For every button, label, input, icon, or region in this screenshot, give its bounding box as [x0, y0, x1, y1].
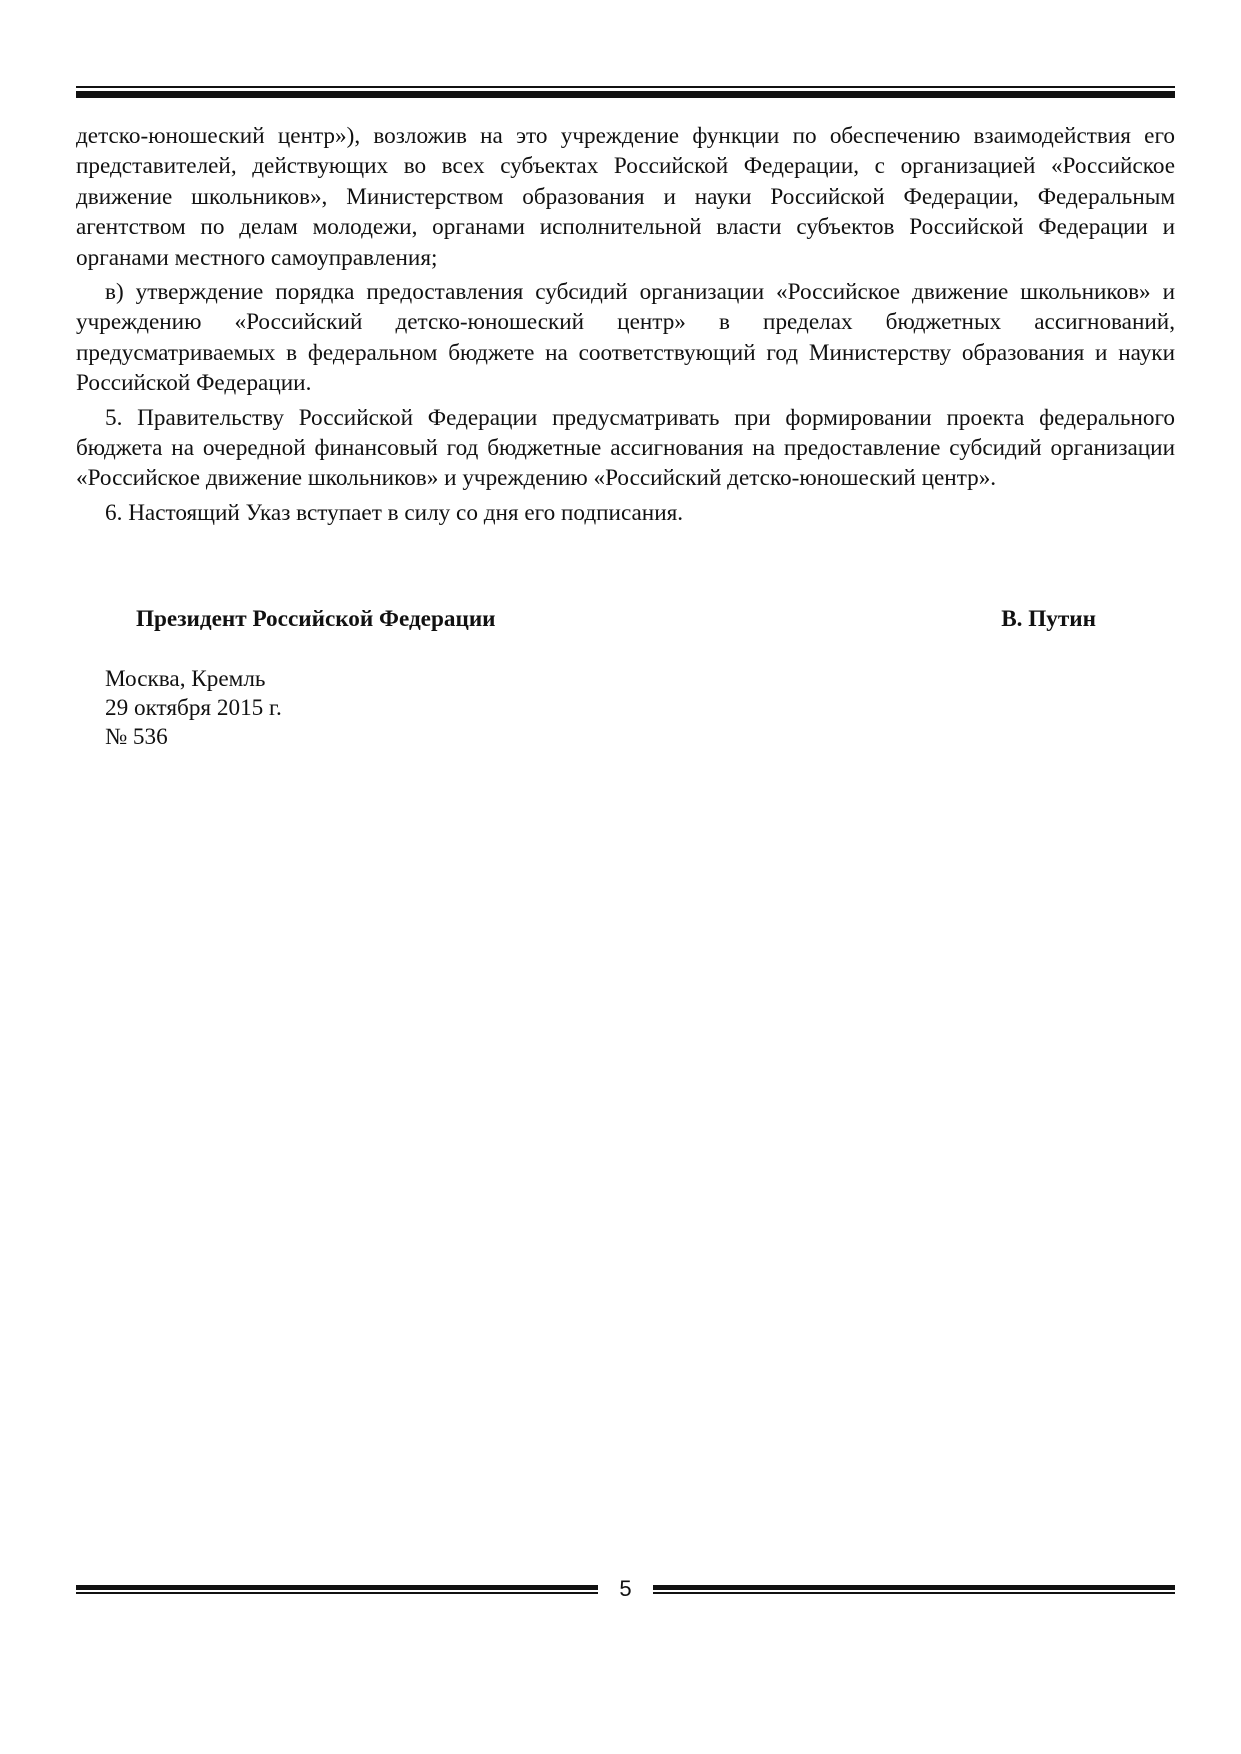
signatory-name: В. Путин	[1001, 606, 1096, 632]
footer-rule-right	[653, 1585, 1175, 1595]
header-rule-thin	[76, 86, 1175, 88]
page-number: 5	[619, 1576, 632, 1601]
signatory-title: Президент Российской Федерации	[136, 606, 496, 632]
paragraph-item-5: 5. Правительству Российской Федерации предусматривать при формировании проекта федерального бюджета на очередной финансовый год бюджетные ассигнования на предоставление субсидий организации «Российское движение школьников» и учреждению «Российский детско-юношеский центр».	[76, 404, 1175, 492]
decree-body	[76, 121, 1175, 532]
paragraph-item-6: 6. Настоящий Указ вступает в силу со дня его подписания.	[105, 499, 684, 526]
paragraph-item-v: в) утверждение порядка предоставления субсидий организации «Российское движение школьников» и учреждению «Российский детско-юношеский центр» в пределах бюджетных ассигнований, предусматриваемых в федеральном бюджете на соответствующий год Министерству образования и науки Российской Федерации.	[76, 279, 1175, 397]
footer-rule-left	[76, 1585, 598, 1595]
issue-details	[105, 665, 282, 752]
page-footer	[76, 1575, 1175, 1605]
header-rule	[76, 86, 1175, 100]
decree-number: № 536	[105, 724, 168, 750]
paragraph-continuation: детско-юношеский центр»), возложив на это учреждение функции по обеспечению взаимодействия его представителей, действующих во всех субъектах Российской Федерации, с организацией «Российское движение школьников», Министерством образования и науки Российской Федерации, Федеральным агентством по делам молодежи, органами исполнительной власти субъектов Российской Федерации и органами местного самоуправления;	[76, 123, 1175, 271]
issue-place: Москва, Кремль	[105, 666, 266, 692]
header-rule-thick	[76, 91, 1175, 98]
issue-date: 29 октября 2015 г.	[105, 695, 282, 721]
